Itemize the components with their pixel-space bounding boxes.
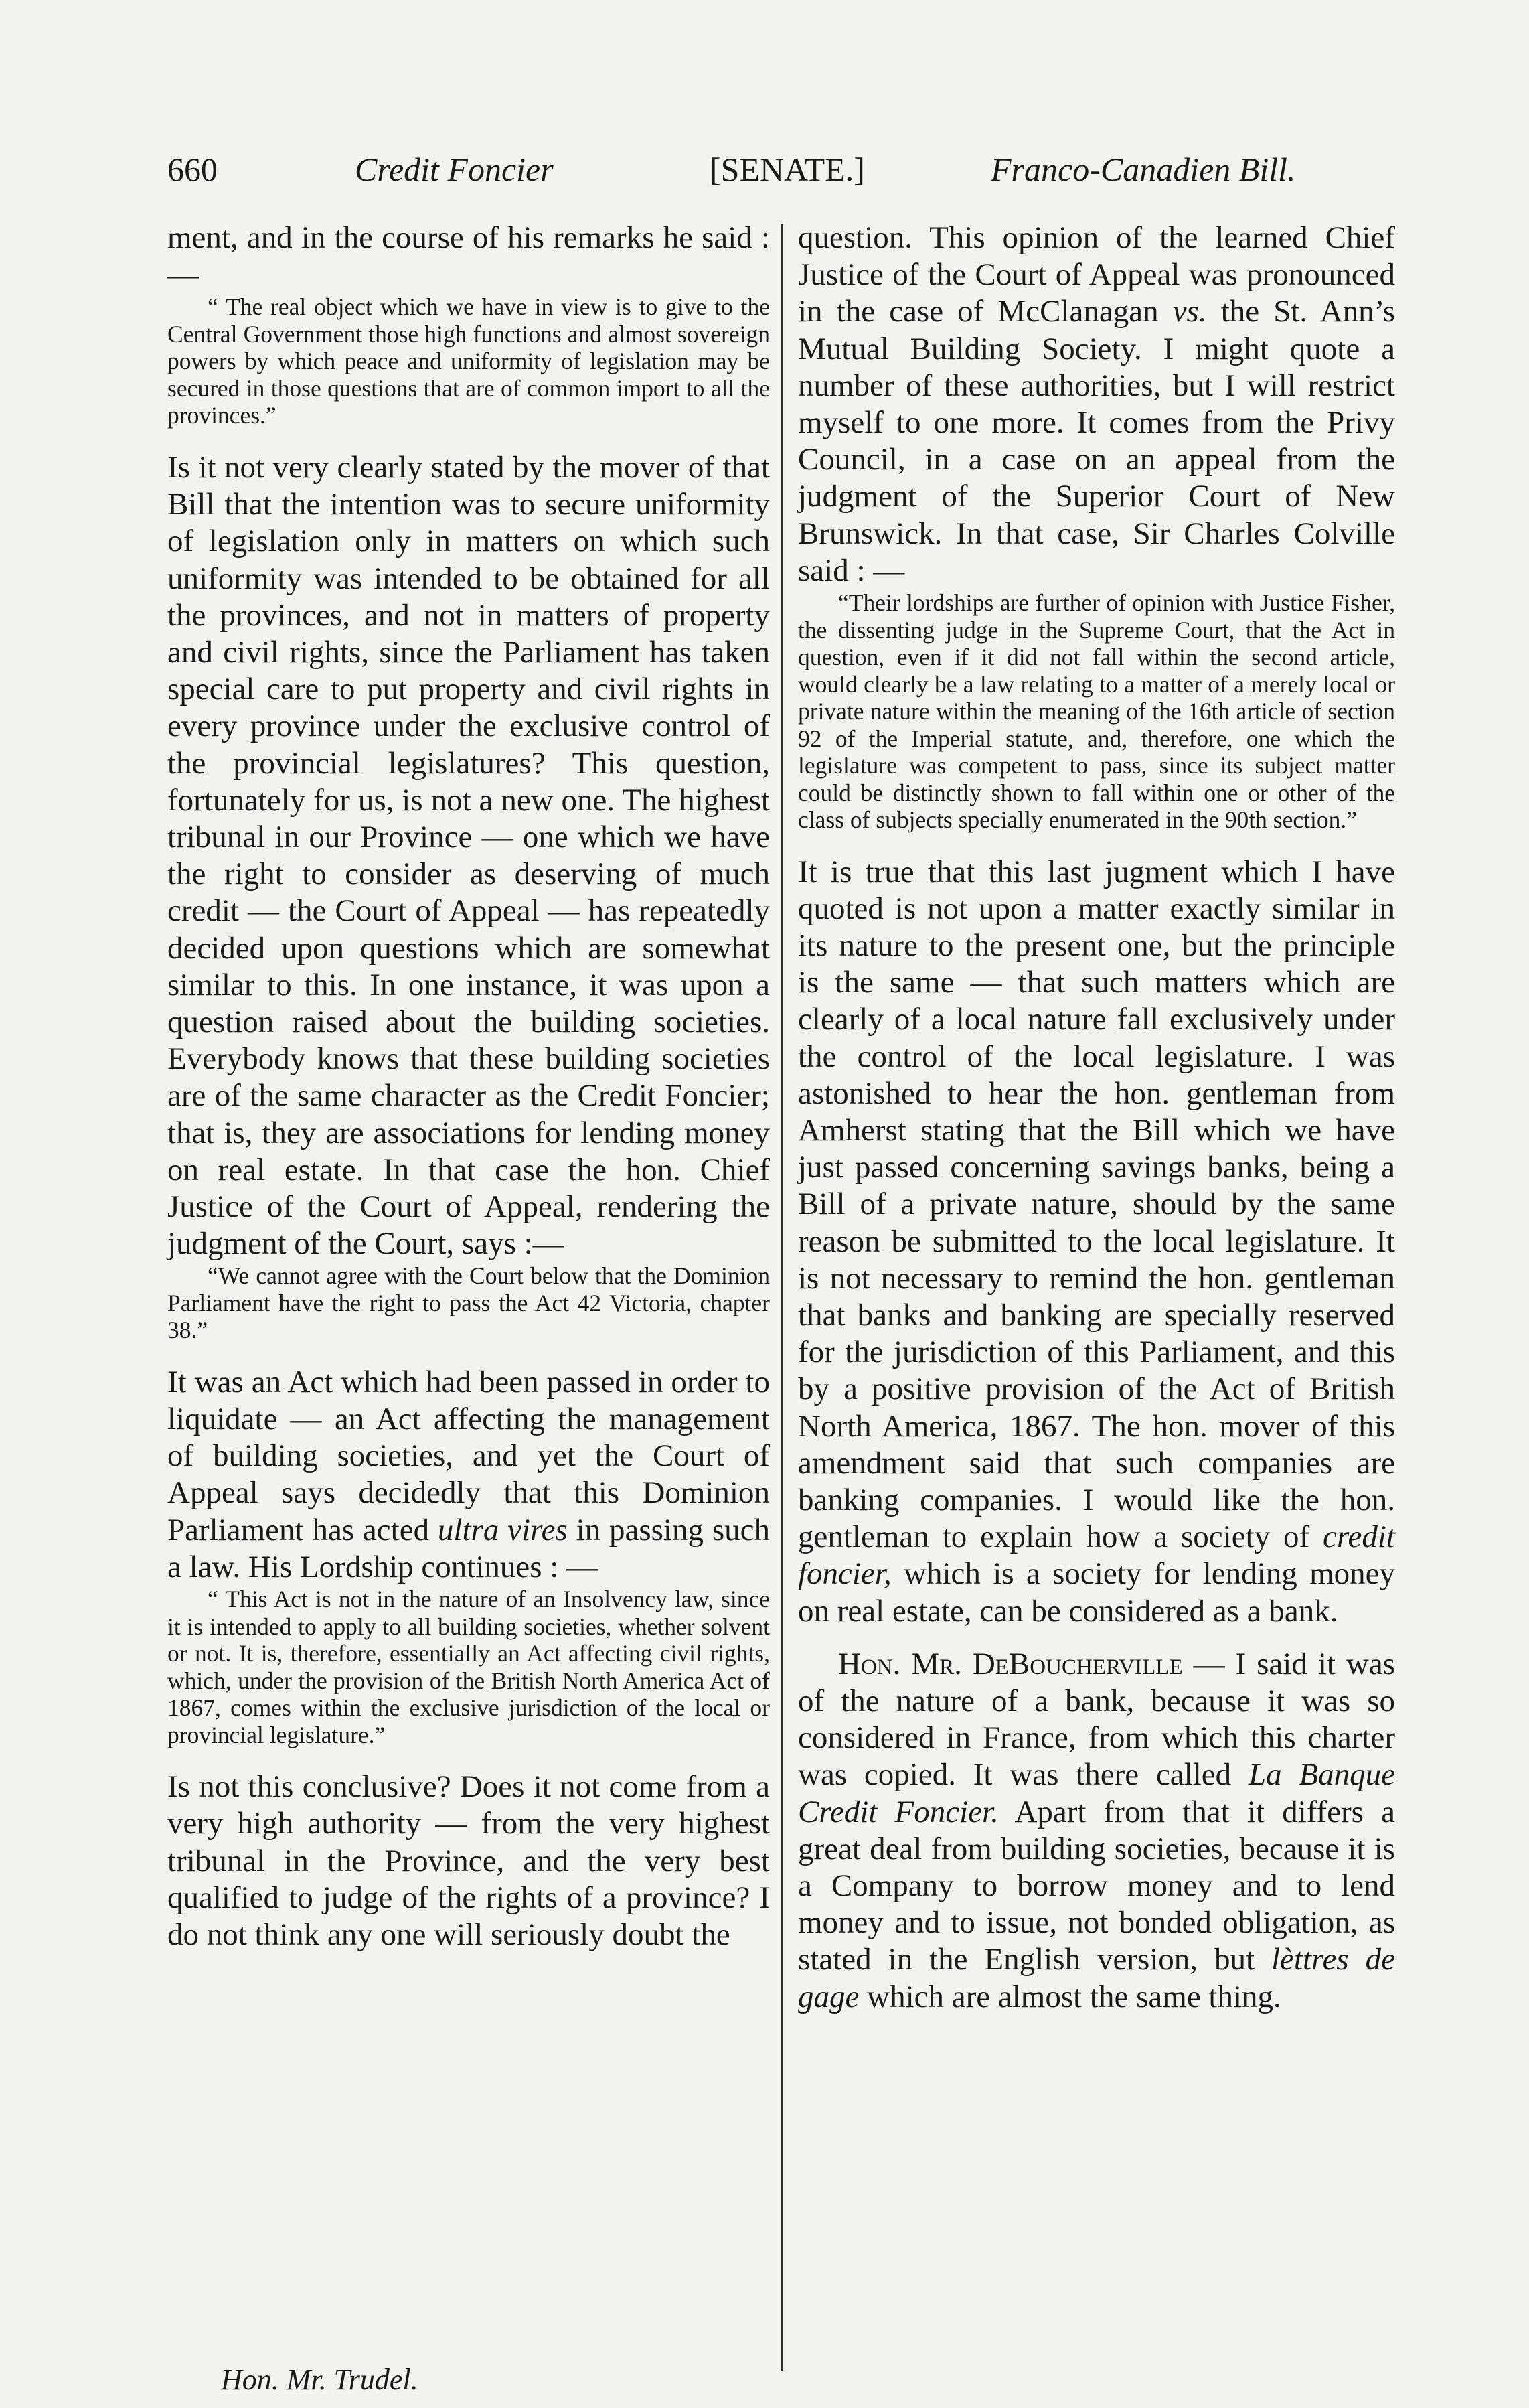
paragraph <box>798 854 1395 1630</box>
italic-phrase: vs. <box>1172 294 1207 329</box>
footer-speaker: Hon. Mr. Trudel. <box>221 2363 418 2396</box>
italic-phrase: La Banque Credit Foncier. <box>798 1757 1395 1829</box>
block-quote: “We cannot agree with the Court below that the Dominion Parliament have the right to pass the Act 42 Victoria, chapter 38.” <box>167 1262 770 1344</box>
text-run: It was an Act which had been passed in order to liquidate — an Act affecting the management of building societies, and yet the Court of Appeal says decidedly that this Dominion Parliament has acted <box>167 1364 770 1548</box>
text-run: which are almost the same thing. <box>859 1979 1281 2014</box>
running-header <box>167 150 1325 197</box>
page-number: 660 <box>167 151 218 188</box>
header-left-title: Credit Foncier <box>355 151 554 188</box>
text-run: It is true that this last jugment which I have quoted is not upon a matter exactly similar in its nature to the present one, but the principle is the same — that such matters which are clearly of a local nature fall exclusively under the control of the local legislature. I was astonished to hear the hon. gentleman from Amherst stating that the Bill which we have just passed concerning savings banks, being a Bill of a private nature, should by the same reason be submitted to the local legislature. It is not necessary to remind the hon. gentleman that banks and banking are specially reserved for the jurisdiction of this Parliament, and this by a positive provision of the Act of British North America, 1867. The hon. mover of this amendment said that such companies are banking companies. I would like the hon. gentleman to explain how a society of <box>798 854 1395 1555</box>
italic-phrase: credit foncier, <box>798 1519 1395 1592</box>
text-run: which is a society for lending money on real estate, can be considered as a bank. <box>798 1556 1395 1629</box>
paragraph: Is not this conclusive? Does it not come from a very high authority — from the very highest tribunal in the Province, and the very best qualified to judge of the rights of a province? I do not think any one will seriously doubt the <box>167 1769 770 1952</box>
column-divider <box>781 224 783 2371</box>
header-right-title: Franco-Canadien Bill. <box>991 151 1296 188</box>
left-column <box>167 220 770 1953</box>
text-run: the St. Ann’s Mutual Building Society. I might quote a number of these authorities, but I will restrict myself to one more. It comes from the Privy Council, in a case on an appeal from the judgment of the Superior Court of New Brunswick. In that case, Sir Charles Colville said : — <box>798 294 1395 588</box>
italic-phrase: ultra vires <box>437 1512 568 1548</box>
paragraph <box>167 1364 770 1586</box>
block-quote: “ The real object which we have in view is to give to the Central Government those high functions and almost sovereign powers by which peace and uniformity of legislation may be secured in those questions that are of common import to all the provinces.” <box>167 293 770 429</box>
speaker-name: Hon. Mr. DeBoucherville <box>838 1646 1183 1681</box>
paragraph: Is it not very clearly stated by the mover of that Bill that the intention was to secure uniformity of legislation only in matters on which such uniformity was intended to be obtained for all the provinces, and not in matters of property and civil rights, since the Parliament has taken special care to put property and civil rights in every province under the exclusive control of the provincial legislatures? This question, fortunately for us, is not a new one. The highest tribunal in our Province — one which we have the right to consider as deserving of much credit — the Court of Appeal — has repeatedly decided upon questions which are somewhat similar to this. In one instance, it was upon a question raised about the building societies. Everybody knows that these building societies are of the same character as the Credit Foncier; that is, they are associations for lending money on real estate. In that case the hon. Chief Justice of the Court of Appeal, rendering the judgment of the Court, says :— <box>167 449 770 1262</box>
paragraph: ment, and in the course of his remarks he said : — <box>167 220 770 293</box>
paragraph <box>798 220 1395 589</box>
block-quote: “Their lordships are further of opinion with Justice Fisher, the dissenting judge in the Supreme Court, that the Act in question, even if it did not fall within the second article, would clearly be a law relating to a matter of a merely local or private nature within the meaning of the 16th article of section 92 of the Imperial statute, and, therefore, one which the legislature was competent to pass, since its subject matter could be distinctly shown to fall within one or other of the class of subjects specially enumerated in the 90th section.” <box>798 589 1395 834</box>
header-center-title: [SENATE.] <box>710 151 865 188</box>
block-quote: “ This Act is not in the nature of an Insolvency law, since it is intended to apply to all building societies, whether solvent or not. It is, therefore, essentially an Act affecting civil rights, which, under the provision of the British North America Act of 1867, comes within the exclusive jurisdiction of the local or provincial legislature.” <box>167 1586 770 1748</box>
italic-phrase: lèttres de gage <box>798 1942 1396 2014</box>
paragraph <box>798 1646 1395 2016</box>
text-run: — I said it was of the nature of a bank, because it was so considered in France, from which this charter was copied. It was there called <box>798 1646 1395 1793</box>
text-run: question. This opinion of the learned Chief Justice of the Court of Appeal was pronounced in the case of McClanagan <box>798 220 1395 329</box>
text-run: Apart from that it differs a great deal from building societies, because it is a Company to borrow money and to lend money and to issue, not bonded obligation, as stated in the English version, but <box>798 1794 1395 1977</box>
text-run: in passing such a law. His Lordship continues : — <box>167 1512 770 1584</box>
right-column <box>798 220 1395 2016</box>
